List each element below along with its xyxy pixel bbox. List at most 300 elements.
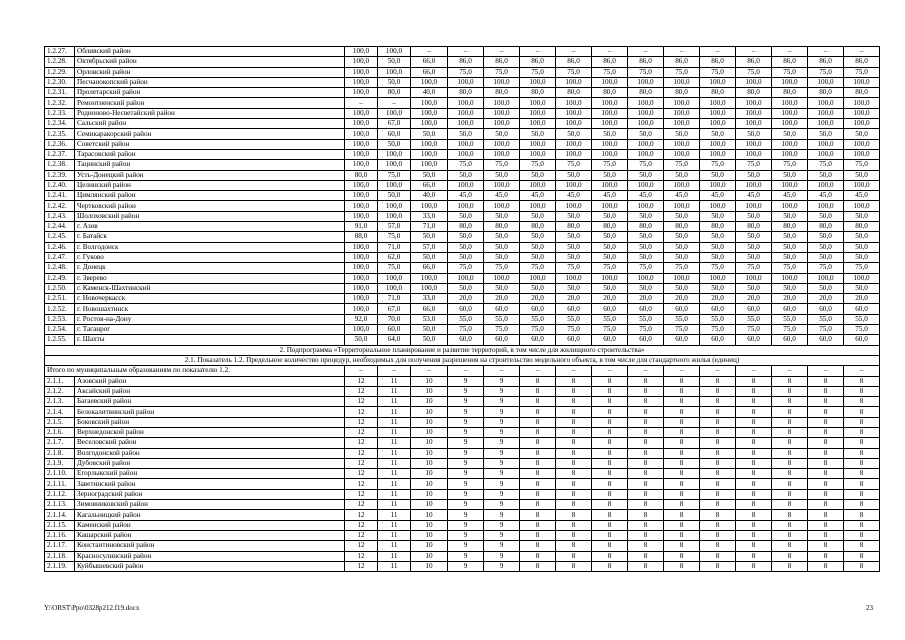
value-cell: 75,0: [448, 263, 484, 273]
value-cell: –: [592, 366, 628, 376]
value-cell: 75,0: [592, 160, 628, 170]
value-cell: 75,0: [628, 325, 664, 335]
value-cell: 50,0: [448, 252, 484, 262]
value-cell: 50,0: [592, 211, 628, 221]
value-cell: 8: [736, 541, 772, 551]
value-cell: 75,0: [844, 160, 880, 170]
value-cell: 8: [592, 561, 628, 571]
row-name: Куйбышевский район: [75, 561, 345, 571]
value-cell: 75,0: [736, 160, 772, 170]
row-name: Боковский район: [75, 417, 345, 427]
value-cell: 10: [411, 397, 448, 407]
table-row: [45, 520, 880, 530]
value-cell: 9: [484, 427, 520, 437]
value-cell: 8: [664, 530, 700, 540]
row-number: 2.1.13.: [45, 500, 75, 510]
value-cell: 75,0: [556, 67, 592, 77]
value-cell: 100,0: [700, 273, 736, 283]
row-name: Зерноградский район: [75, 489, 345, 499]
value-cell: 8: [556, 458, 592, 468]
row-name: Пролетарский район: [75, 88, 345, 98]
value-cell: 8: [736, 376, 772, 386]
value-cell: 50,0: [772, 232, 808, 242]
table-row: [45, 283, 880, 293]
value-cell: 86,0: [700, 57, 736, 67]
value-cell: –: [808, 47, 844, 57]
value-cell: 57,0: [378, 222, 411, 232]
value-cell: 9: [448, 417, 484, 427]
row-name: Багаевский район: [75, 397, 345, 407]
value-cell: 100,0: [700, 98, 736, 108]
value-cell: 45,0: [520, 191, 556, 201]
row-number: 1.2.38.: [45, 160, 75, 170]
value-cell: 60,0: [664, 304, 700, 314]
value-cell: 8: [520, 376, 556, 386]
value-cell: –: [484, 366, 520, 376]
table-row: [45, 438, 880, 448]
value-cell: –: [736, 47, 772, 57]
value-cell: 100,0: [700, 77, 736, 87]
row-name: Цимлянский район: [75, 191, 345, 201]
value-cell: 8: [808, 530, 844, 540]
value-cell: 12: [345, 541, 378, 551]
value-cell: 50,0: [378, 139, 411, 149]
value-cell: 9: [484, 551, 520, 561]
value-cell: 100,0: [448, 180, 484, 190]
value-cell: 60,0: [556, 335, 592, 345]
value-cell: 9: [448, 407, 484, 417]
row-number: 1.2.47.: [45, 252, 75, 262]
row-number: 1.2.32.: [45, 98, 75, 108]
value-cell: 50,0: [448, 211, 484, 221]
value-cell: 100,0: [628, 108, 664, 118]
value-cell: 10: [411, 500, 448, 510]
value-cell: 60,0: [556, 304, 592, 314]
value-cell: 100,0: [345, 67, 378, 77]
value-cell: 8: [664, 427, 700, 437]
value-cell: –: [772, 366, 808, 376]
row-name: г. Азов: [75, 222, 345, 232]
value-cell: 11: [378, 397, 411, 407]
value-cell: 10: [411, 407, 448, 417]
value-cell: 100,0: [345, 88, 378, 98]
value-cell: 100,0: [772, 119, 808, 129]
value-cell: 50,0: [484, 252, 520, 262]
value-cell: 8: [592, 469, 628, 479]
row-name: Советский район: [75, 139, 345, 149]
value-cell: 8: [520, 448, 556, 458]
value-cell: 64,0: [378, 335, 411, 345]
value-cell: 50,0: [411, 170, 448, 180]
value-cell: 75,0: [844, 263, 880, 273]
row-number: 1.2.34.: [45, 119, 75, 129]
value-cell: 75,0: [556, 263, 592, 273]
value-cell: 75,0: [628, 263, 664, 273]
value-cell: 80,0: [448, 88, 484, 98]
value-cell: 50,0: [772, 283, 808, 293]
value-cell: 8: [772, 417, 808, 427]
value-cell: 60,0: [628, 335, 664, 345]
row-number: 2.1.7.: [45, 438, 75, 448]
table-row: [45, 530, 880, 540]
value-cell: 8: [520, 551, 556, 561]
value-cell: 8: [664, 458, 700, 468]
value-cell: 50,0: [556, 283, 592, 293]
value-cell: 8: [808, 397, 844, 407]
value-cell: 75,0: [378, 232, 411, 242]
value-cell: 100,0: [664, 119, 700, 129]
row-name: г. Батайск: [75, 232, 345, 242]
value-cell: 8: [592, 386, 628, 396]
value-cell: 86,0: [808, 57, 844, 67]
value-cell: 8: [844, 386, 880, 396]
value-cell: 9: [448, 376, 484, 386]
value-cell: 100,0: [378, 201, 411, 211]
value-cell: 8: [700, 469, 736, 479]
value-cell: 66,0: [411, 263, 448, 273]
value-cell: 11: [378, 479, 411, 489]
value-cell: 50,0: [808, 170, 844, 180]
row-name: Азовский район: [75, 376, 345, 386]
value-cell: 10: [411, 448, 448, 458]
value-cell: 100,0: [772, 108, 808, 118]
value-cell: 50,0: [345, 335, 378, 345]
value-cell: 100,0: [556, 77, 592, 87]
value-cell: 100,0: [772, 273, 808, 283]
value-cell: 8: [844, 489, 880, 499]
value-cell: 8: [772, 407, 808, 417]
value-cell: 50,0: [448, 232, 484, 242]
value-cell: 100,0: [700, 119, 736, 129]
value-cell: 8: [844, 561, 880, 571]
value-cell: 50,0: [378, 191, 411, 201]
value-cell: 80,0: [700, 222, 736, 232]
value-cell: 9: [448, 561, 484, 571]
value-cell: 86,0: [448, 57, 484, 67]
value-cell: 80,0: [520, 222, 556, 232]
value-cell: 50,0: [700, 252, 736, 262]
value-cell: 8: [520, 479, 556, 489]
value-cell: 8: [520, 458, 556, 468]
value-cell: 12: [345, 530, 378, 540]
value-cell: 12: [345, 520, 378, 530]
value-cell: 60,0: [736, 304, 772, 314]
value-cell: 100,0: [844, 119, 880, 129]
value-cell: 10: [411, 376, 448, 386]
value-cell: 8: [556, 541, 592, 551]
value-cell: 8: [700, 386, 736, 396]
value-cell: 10: [411, 386, 448, 396]
value-cell: 8: [844, 530, 880, 540]
table-row: [45, 510, 880, 520]
value-cell: 100,0: [592, 119, 628, 129]
value-cell: 50,0: [592, 232, 628, 242]
value-cell: 80,0: [484, 222, 520, 232]
value-cell: 8: [556, 520, 592, 530]
value-cell: 8: [628, 417, 664, 427]
value-cell: –: [556, 47, 592, 57]
value-cell: 100,0: [808, 139, 844, 149]
value-cell: 8: [736, 438, 772, 448]
value-cell: 50,0: [772, 211, 808, 221]
row-number: 2.1.9.: [45, 458, 75, 468]
value-cell: 8: [520, 510, 556, 520]
value-cell: 8: [700, 520, 736, 530]
row-number: 2.1.15.: [45, 520, 75, 530]
table-row: [45, 170, 880, 180]
table-row: [45, 448, 880, 458]
value-cell: 50,0: [484, 211, 520, 221]
value-cell: 80,0: [628, 88, 664, 98]
value-cell: 8: [520, 489, 556, 499]
value-cell: 8: [628, 376, 664, 386]
value-cell: 50,0: [700, 170, 736, 180]
row-number: 1.2.27.: [45, 47, 75, 57]
value-cell: 100,0: [345, 149, 378, 159]
value-cell: –: [556, 366, 592, 376]
value-cell: 100,0: [808, 273, 844, 283]
table-row: [45, 561, 880, 571]
value-cell: 8: [772, 469, 808, 479]
row-name: Зимовниковский район: [75, 500, 345, 510]
value-cell: 8: [736, 458, 772, 468]
value-cell: 100,0: [378, 47, 411, 57]
value-cell: 8: [628, 469, 664, 479]
value-cell: 50,0: [628, 252, 664, 262]
row-name: г. Новочеркасск: [75, 294, 345, 304]
table-row: [45, 469, 880, 479]
value-cell: 75,0: [448, 325, 484, 335]
value-cell: 50,0: [520, 170, 556, 180]
row-number: 1.2.36.: [45, 139, 75, 149]
value-cell: 100,0: [520, 139, 556, 149]
value-cell: 75,0: [844, 325, 880, 335]
value-cell: 10: [411, 561, 448, 571]
value-cell: 55,0: [772, 314, 808, 324]
value-cell: 8: [628, 458, 664, 468]
value-cell: 50,0: [411, 325, 448, 335]
row-name: Октябрьский район: [75, 57, 345, 67]
value-cell: 75,0: [700, 160, 736, 170]
value-cell: 100,0: [411, 139, 448, 149]
value-cell: 11: [378, 417, 411, 427]
row-number: 2.1.4.: [45, 407, 75, 417]
value-cell: 75,0: [736, 325, 772, 335]
value-cell: 50,0: [664, 242, 700, 252]
value-cell: 100,0: [378, 67, 411, 77]
value-cell: 50,0: [808, 252, 844, 262]
value-cell: 8: [808, 551, 844, 561]
table-row: [45, 263, 880, 273]
value-cell: 9: [484, 561, 520, 571]
row-number: 2.1.19.: [45, 561, 75, 571]
value-cell: 100,0: [772, 77, 808, 87]
value-cell: 75,0: [448, 67, 484, 77]
value-cell: 55,0: [520, 314, 556, 324]
value-cell: 60,0: [520, 335, 556, 345]
value-cell: 75,0: [772, 67, 808, 77]
value-cell: 8: [844, 541, 880, 551]
value-cell: 100,0: [345, 325, 378, 335]
value-cell: 50,0: [628, 242, 664, 252]
row-name: Константиновский район: [75, 541, 345, 551]
value-cell: 50,0: [808, 211, 844, 221]
value-cell: 100,0: [345, 119, 378, 129]
value-cell: 100,0: [772, 149, 808, 159]
row-number: 1.2.46.: [45, 242, 75, 252]
value-cell: 75,0: [772, 325, 808, 335]
value-cell: 62,0: [378, 252, 411, 262]
value-cell: 50,0: [700, 232, 736, 242]
table-row: [45, 489, 880, 499]
footer-file-path: Y:\ORST\Ppo\0328p212.f19.docx: [44, 604, 140, 612]
value-cell: 50,0: [520, 129, 556, 139]
value-cell: 100,0: [484, 149, 520, 159]
value-cell: 100,0: [628, 201, 664, 211]
value-cell: 100,0: [520, 77, 556, 87]
value-cell: 8: [808, 376, 844, 386]
value-cell: 12: [345, 438, 378, 448]
value-cell: 100,0: [808, 77, 844, 87]
row-number: 1.2.41.: [45, 191, 75, 201]
value-cell: 8: [808, 407, 844, 417]
value-cell: 100,0: [448, 77, 484, 87]
value-cell: 9: [448, 530, 484, 540]
value-cell: 75,0: [772, 263, 808, 273]
value-cell: 9: [484, 541, 520, 551]
value-cell: 75,0: [484, 325, 520, 335]
value-cell: 9: [448, 551, 484, 561]
value-cell: 66,0: [411, 304, 448, 314]
value-cell: 100,0: [844, 98, 880, 108]
value-cell: 100,0: [556, 149, 592, 159]
table-row: [45, 551, 880, 561]
value-cell: –: [628, 47, 664, 57]
value-cell: 8: [628, 386, 664, 396]
value-cell: 75,0: [736, 67, 772, 77]
value-cell: 12: [345, 397, 378, 407]
value-cell: 86,0: [628, 57, 664, 67]
total-row: [45, 366, 880, 376]
value-cell: 71,0: [378, 242, 411, 252]
value-cell: 60,0: [772, 304, 808, 314]
value-cell: 100,0: [628, 77, 664, 87]
value-cell: 50,0: [808, 242, 844, 252]
value-cell: 71,0: [378, 294, 411, 304]
value-cell: 8: [808, 469, 844, 479]
row-number: 2.1.1.: [45, 376, 75, 386]
value-cell: 100,0: [664, 149, 700, 159]
value-cell: 9: [484, 417, 520, 427]
value-cell: 9: [484, 479, 520, 489]
value-cell: 100,0: [345, 77, 378, 87]
row-number: 1.2.43.: [45, 211, 75, 221]
value-cell: 8: [808, 520, 844, 530]
value-cell: 100,0: [345, 191, 378, 201]
row-name: Красносулинский район: [75, 551, 345, 561]
value-cell: 100,0: [592, 139, 628, 149]
value-cell: 8: [736, 427, 772, 437]
value-cell: 10: [411, 479, 448, 489]
value-cell: 100,0: [592, 98, 628, 108]
value-cell: 8: [520, 469, 556, 479]
row-name: Шолоховский район: [75, 211, 345, 221]
value-cell: 10: [411, 417, 448, 427]
table-row: [45, 407, 880, 417]
value-cell: 8: [808, 458, 844, 468]
value-cell: 100,0: [345, 304, 378, 314]
value-cell: 100,0: [844, 180, 880, 190]
value-cell: 100,0: [592, 201, 628, 211]
value-cell: –: [736, 366, 772, 376]
value-cell: 100,0: [700, 201, 736, 211]
value-cell: 50,0: [628, 283, 664, 293]
value-cell: 80,0: [556, 88, 592, 98]
value-cell: 75,0: [772, 160, 808, 170]
value-cell: 8: [628, 489, 664, 499]
value-cell: 8: [592, 448, 628, 458]
value-cell: –: [520, 47, 556, 57]
value-cell: 8: [700, 427, 736, 437]
value-cell: 100,0: [592, 273, 628, 283]
value-cell: 8: [556, 530, 592, 540]
value-cell: 8: [556, 376, 592, 386]
value-cell: 80,0: [844, 222, 880, 232]
value-cell: 20,0: [628, 294, 664, 304]
value-cell: 8: [592, 530, 628, 540]
row-number: 1.2.37.: [45, 149, 75, 159]
value-cell: 100,0: [448, 139, 484, 149]
value-cell: 9: [448, 489, 484, 499]
value-cell: 8: [808, 489, 844, 499]
value-cell: 55,0: [700, 314, 736, 324]
value-cell: 55,0: [628, 314, 664, 324]
value-cell: 20,0: [448, 294, 484, 304]
value-cell: 11: [378, 469, 411, 479]
value-cell: 55,0: [664, 314, 700, 324]
value-cell: 75,0: [520, 67, 556, 77]
value-cell: 50,0: [592, 170, 628, 180]
value-cell: 100,0: [378, 273, 411, 283]
value-cell: 8: [808, 479, 844, 489]
value-cell: 100,0: [808, 180, 844, 190]
value-cell: 50,0: [700, 283, 736, 293]
table-row: [45, 541, 880, 551]
value-cell: 75,0: [628, 160, 664, 170]
value-cell: 60,0: [664, 335, 700, 345]
value-cell: 8: [772, 500, 808, 510]
value-cell: 8: [556, 510, 592, 520]
value-cell: 12: [345, 489, 378, 499]
value-cell: –: [664, 47, 700, 57]
row-number: 1.2.55.: [45, 335, 75, 345]
value-cell: 50,0: [484, 283, 520, 293]
value-cell: 11: [378, 376, 411, 386]
value-cell: 20,0: [700, 294, 736, 304]
table-row: [45, 479, 880, 489]
value-cell: 75,0: [664, 160, 700, 170]
value-cell: 8: [772, 479, 808, 489]
value-cell: 100,0: [700, 139, 736, 149]
value-cell: 50,0: [484, 170, 520, 180]
value-cell: 8: [520, 386, 556, 396]
value-cell: 8: [664, 438, 700, 448]
value-cell: 75,0: [808, 160, 844, 170]
value-cell: 100,0: [736, 139, 772, 149]
row-name: Егорлыкский район: [75, 469, 345, 479]
value-cell: 8: [700, 510, 736, 520]
row-number: 1.2.54.: [45, 325, 75, 335]
